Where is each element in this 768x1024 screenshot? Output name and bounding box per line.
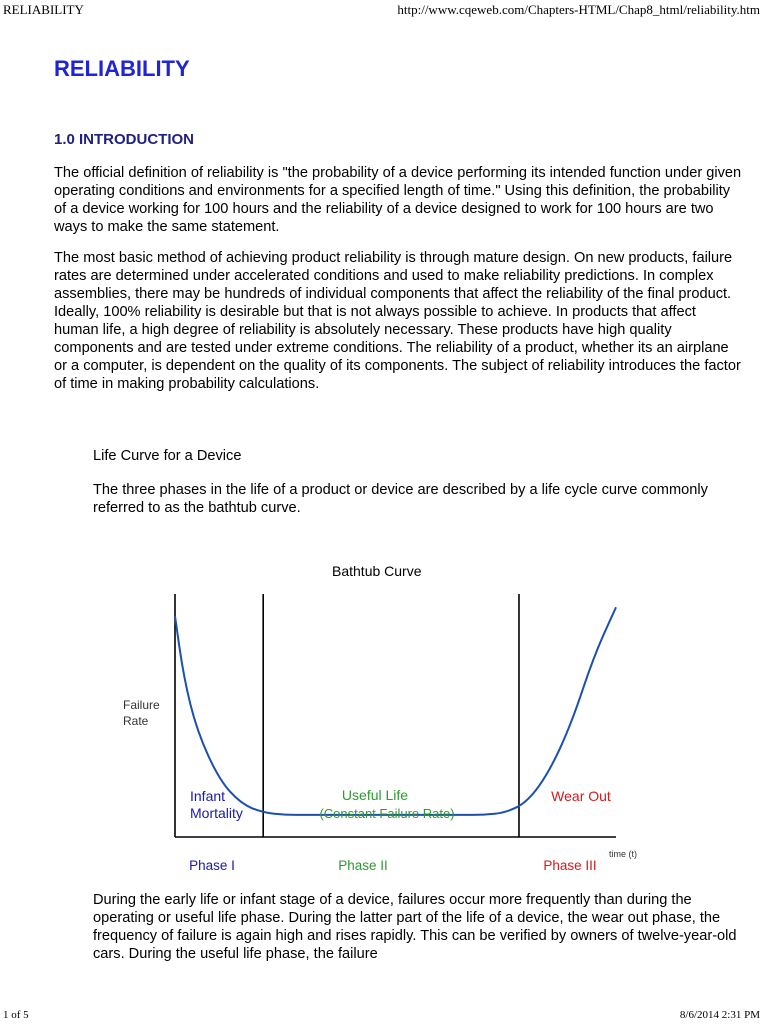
bathtub-curve bbox=[175, 607, 616, 815]
phase-1-name-line-1: Infant bbox=[190, 788, 226, 804]
page-header-title: RELIABILITY bbox=[3, 2, 84, 17]
phase-3-name: Wear Out bbox=[551, 788, 611, 804]
intro-paragraph-2: The most basic method of achieving product reliability is through mature design. On new products, failure rates are determined under accelerated conditions and used to make reliability predictions. In complex assemblies, there may be hundreds of individual components that affect the reliability of the final product. Ideally, 100% reliability is desirable but that is not always possible to achieve. In products that affect human life, a high degree of reliability is absolutely necessary. These products have high quality components and are tested under extreme conditions. The reliability of a product, whether its an airplane or a computer, is dependent on the quality of its components. The subject of reliability introduces the factor of time in making probability calculations. bbox=[54, 250, 741, 392]
bathtub-chart bbox=[0, 580, 768, 880]
phase-2-axis-label: Phase II bbox=[338, 858, 388, 873]
y-axis-label-line-2: Rate bbox=[123, 714, 149, 728]
intro-paragraph-1: The official definition of reliability is "the probability of a device performing its intended function under given operating conditions and environments for a specified length of time." Using this definition, the probability of a device working for 100 hours and the reliability of a device designed to work for 100 hours are two ways to make the same statement. bbox=[54, 165, 742, 235]
phase-1-axis-label: Phase I bbox=[189, 858, 235, 873]
page-footer-datetime: 8/6/2014 2:31 PM bbox=[679, 1009, 760, 1021]
phase-1-name-line-2: Mortality bbox=[190, 805, 243, 821]
phase-2-subtitle: (Constant Failure Rate) bbox=[319, 806, 455, 821]
chart-title: Bathtub Curve bbox=[332, 563, 422, 579]
phase-2-name: Useful Life bbox=[341, 787, 409, 803]
page-footer-page: 1 of 5 bbox=[3, 1009, 29, 1021]
after-chart-paragraph: During the early life or infant stage of a device, failures occur more frequently than during the operating or useful life phase. During the latter part of the life of a device, the wear out phase, the frequency of failure is again high and rises rapidly. This can be verified by owners of twelve-year-old cars. During the useful life phase, the failure bbox=[93, 892, 737, 962]
figure-description: The three phases in the life of a product or device are described by a life cycle curve commonly referred to as the bathtub curve. bbox=[93, 482, 708, 516]
figure-heading: Life Curve for a Device bbox=[93, 448, 242, 464]
chart-layer bbox=[123, 594, 637, 873]
y-axis-label-line-1: Failure bbox=[123, 698, 160, 712]
page-title: RELIABILITY bbox=[54, 56, 190, 81]
phase-3-axis-label: Phase III bbox=[543, 858, 597, 873]
page-header-url: http://www.cqeweb.com/Chapters-HTML/Chap8_html/reliability.htm bbox=[397, 2, 760, 17]
x-axis-label: time (t) bbox=[609, 849, 637, 859]
section-heading: 1.0 INTRODUCTION bbox=[54, 131, 195, 148]
